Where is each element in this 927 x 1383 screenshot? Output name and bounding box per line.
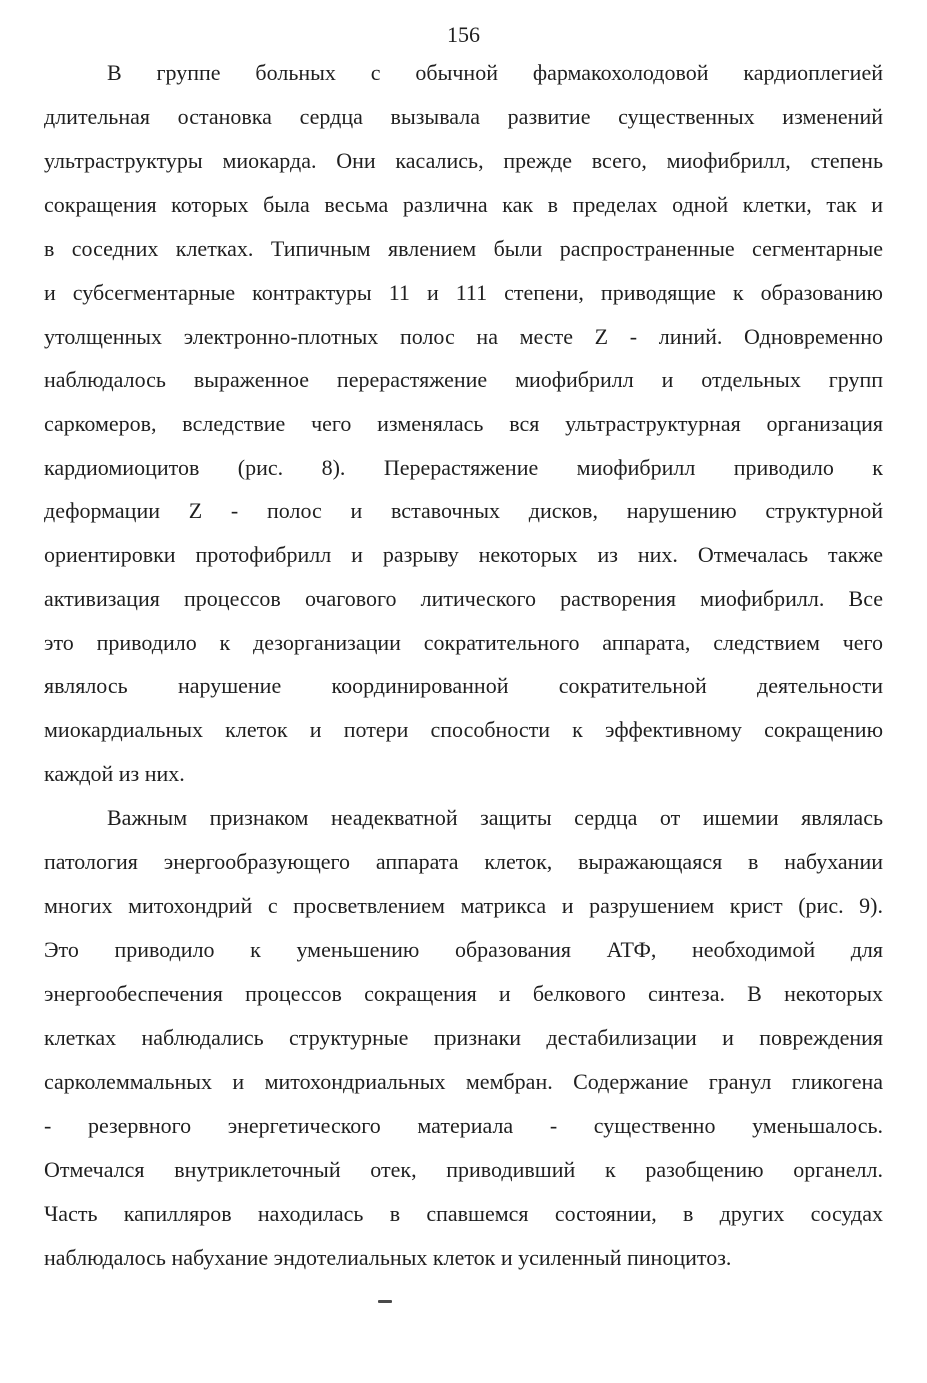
text-line: сарколеммальных и митохондриальных мембран. Содержание гранул гликогена (44, 1069, 883, 1094)
page-number: 156 (447, 22, 480, 47)
text-line: многих митохондрий с просветвлением матрикса и разрушением крист (рис. 9). (44, 893, 883, 918)
text-line: В группе больных с обычной фармакохолодовой кардиоплегией (107, 60, 883, 85)
text-line: патология энергообразующего аппарата клеток, выражающаяся в набухании (44, 849, 883, 874)
text-line: ориентировки протофибрилл и разрыву некоторых из них. Отмечалась также (44, 542, 883, 567)
text-line: сокращения которых была весьма различна как в пределах одной клетки, так и (44, 192, 883, 217)
text-line: длительная остановка сердца вызывала развитие существенных изменений (44, 104, 883, 129)
text-line: и субсегментарные контрактуры 11 и 111 степени, приводящие к образованию (44, 280, 883, 305)
text-line: клетках наблюдались структурные признаки дестабилизации и повреждения (44, 1025, 883, 1050)
text-line: наблюдалось набухание эндотелиальных клеток и усиленный пиноцитоз. (44, 1245, 732, 1270)
text-line: - резервного энергетического материала - существенно уменьшалось. (44, 1113, 883, 1138)
text-line: Отмечался внутриклеточный отек, приводивший к разобщению органелл. (44, 1157, 883, 1182)
text-line: наблюдалось выраженное перерастяжение миофибрилл и отдельных групп (44, 367, 883, 392)
text-line: кардиомиоцитов (рис. 8). Перерастяжение миофибрилл приводило к (44, 455, 883, 480)
text-line: утолщенных электронно-плотных полос на месте Z - линий. Одновременно (44, 324, 883, 349)
text-line: активизация процессов очагового литического растворения миофибрилл. Все (44, 586, 883, 611)
text-line: энергообеспечения процессов сокращения и белкового синтеза. В некоторых (44, 981, 883, 1006)
text-line: Важным признаком неадекватной защиты сердца от ишемии являлась (107, 805, 883, 830)
text-line: в соседних клетках. Типичным явлением были распространенные сегментарные (44, 236, 883, 261)
text-line: являлось нарушение координированной сократительной деятельности (44, 673, 883, 698)
text-line: это приводило к дезорганизации сократительного аппарата, следствием чего (44, 630, 883, 655)
text-line: саркомеров, вследствие чего изменялась вся ультраструктурная организация (44, 411, 883, 436)
scan-artifact-mark (378, 1300, 392, 1303)
text-line: Это приводило к уменьшению образования АТФ, необходимой для (44, 937, 883, 962)
text-line: ультраструктуры миокарда. Они касались, прежде всего, миофибрилл, степень (44, 148, 883, 173)
text-line: деформации Z - полос и вставочных дисков, нарушению структурной (44, 498, 883, 523)
text-line: каждой из них. (44, 761, 185, 786)
text-line: миокардиальных клеток и потери способности к эффективному сокращению (44, 717, 883, 742)
text-line: Часть капилляров находилась в спавшемся состоянии, в других сосудах (44, 1201, 883, 1226)
